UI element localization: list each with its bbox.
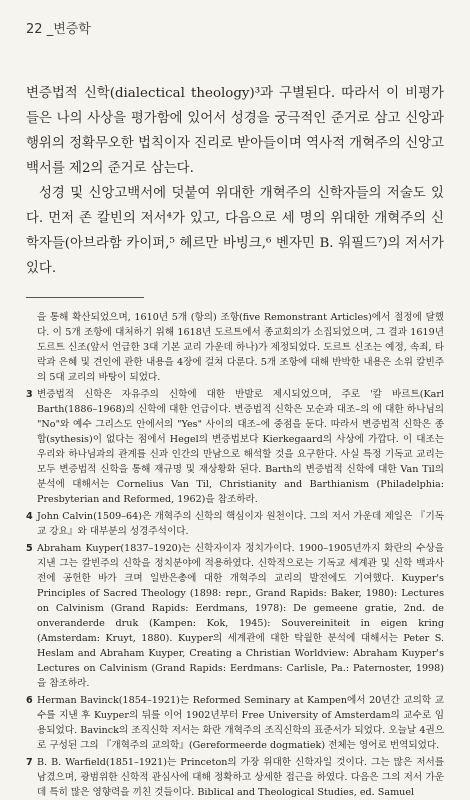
footnote-divider [26,297,144,298]
body-text [26,81,444,281]
footnote-text: John Calvin(1509–64)은 개혁주의 신학의 핵심이자 원천이다. 그의 저서 가운데 제일은 『기독교 강요』와 대부분의 성경주석이다. [37,511,444,537]
footnote-text: Herman Bavinck(1854–1921)는 Reformed Seminary at Kampen에서 20년간 교의학 교수를 지낸 후 Kuyper의 뒤를 이어 1902년부터 Free University of Amsterdam의 교수로 임용되었다. Bavinck의 조직신학 저서는 화란 개혁주의 조직신학의 표준서가 되었다. 오늘날 4권으로 구성된 그의 『개혁주의 교의학』(Gereformeerde dogmatiek) 전체는 영어로 번역되었다. [37,695,444,751]
footnote-6 [26,693,444,753]
footnote-number: 6 [26,695,33,706]
footnotes [26,310,444,800]
paragraph-1: 변증법적 신학(dialectical theology)³과 구별된다. 따라서 이 비평가들은 나의 사상을 평가함에 있어서 성경을 궁극적인 준거로 삼고 신앙과 행위의 정확무오한 법칙이자 진리로 받아들이며 역사적 개혁주의 신앙고백서를 제2의 준거로 삼는다. [26,86,444,176]
running-header [26,18,444,37]
footnote-number: 5 [26,543,33,554]
footnote-text: B. B. Warfield(1851–1921)는 Princeton의 가장 위대한 신학자일 것이다. 그는 많은 저서를 남겼으며, 광범위한 신학적 관심사에 대해 정확하고 상세한 접근을 하였다. 다음은 그의 저서 가운데 특히 많은 영향력을 끼친 것들이다. Biblical and Theological Studies, ed. Samuel [37,757,444,798]
footnote-number: 3 [26,389,33,400]
footnote-text: 을 통해 확산되었으며, 1610년 5개 (항의) 조항(five Remonstrant Articles)에서 절정에 달했다. 이 5개 조항에 대처하기 위해 1618년 도르트에서 종교회의가 소집되었으며, 그 결과 1619년 도르트 신조(앞서 언급한 3대 기본 교리 가운데 하나)가 제정되었다. 도르트 신조는 예정, 속죄, 타락과 은혜 및 견인에 관한 내용을 4장에 걸쳐 다룬다. 5개 조항에 대해 반박한 내용은 소위 칼빈주의 5대 교리의 바탕이 되었다. [37,312,444,383]
footnote-text: Abraham Kuyper(1837–1920)는 신학자이자 정치가이다. 1900–1905년까지 화란의 수상을 지낸 그는 칼빈주의 신학을 정치분야에 적용하였다. 신학적으로는 기독교 세계관 및 신학 백과사전에 공헌한 바가 크며 일반은총에 대한 개혁주의 교리의 발전에도 기여했다. Kuyper's Principles of Sacred Theology (1898: repr., Grand Rapids: Baker, 1980): Lectures on Calvinism (Grand Rapids: Eerdmans, 1978): De gemeene gratie, 2nd. de onveranderde druk (Kampen: Kok, 1945): Souvereiniteit in eigen kring (Amsterdam: Kruyt, 1880). Kuyper의 세계관에 대한 탁월한 분석에 대해서는 Peter S. Heslam and Abraham Kuyper, Creating a Christian Worldview: Abraham Kuyper's Lectures on Calvinism (Grand Rapids: Eerdmans: Carlisle, Pa.: Paternoster, 1998)을 참조하라. [37,543,444,689]
footnote-number: 4 [26,511,33,522]
footnote-4 [26,509,444,539]
paragraph-2: 성경 및 신앙고백서에 덧붙여 위대한 개혁주의 신학자들의 저술도 있다. 먼저 존 칼빈의 저서⁴가 있고, 다음으로 세 명의 위대한 개혁주의 신학자들(아브라함 카이퍼,⁵ 헤르만 바빙크,⁶ 벤자민 B. 워필드⁷)의 저서가 있다. [26,186,444,276]
footnote-text: 변증법적 신학은 자유주의 신학에 대한 반발로 제시되었으며, 주로 '칼 바르트(Karl Barth(1886–1968)의 신학에 대한 언급이다. 변증법적 신학은 모순과 대조–의 에 대한 하나님의 "No"와 예수 그리스도 안에서의 "Yes" 사이의 대조–에 중점을 둔다. 따라서 변증법적 신학은 종합(sythesis)이 없다는 점에서 Hegel의 변증법보다 Kierkegaard의 사상에 가깝다. 이 대조는 우리와 하나님과의 관계를 신과 인간의 만남으로 해석할 것을 요구한다. 사실 특정 기독교 교리는 모두 변증법적 신학을 통해 재규명 및 재상황화 된다. Barth의 변증법적 신학에 대한 Van Til의 분석에 대해서는 Cornelius Van Til, Christianity and Barthianism (Philadelphia: Presbyterian and Reformed, 1962)을 참조하라. [37,389,444,505]
page-number: 22 [26,22,43,37]
footnote-number: 7 [26,757,33,768]
footnote-5 [26,541,444,691]
footnote-continuation [26,310,444,385]
footnote-3 [26,387,444,507]
footnote-7 [26,755,444,800]
section-title: _변증학 [46,22,91,37]
